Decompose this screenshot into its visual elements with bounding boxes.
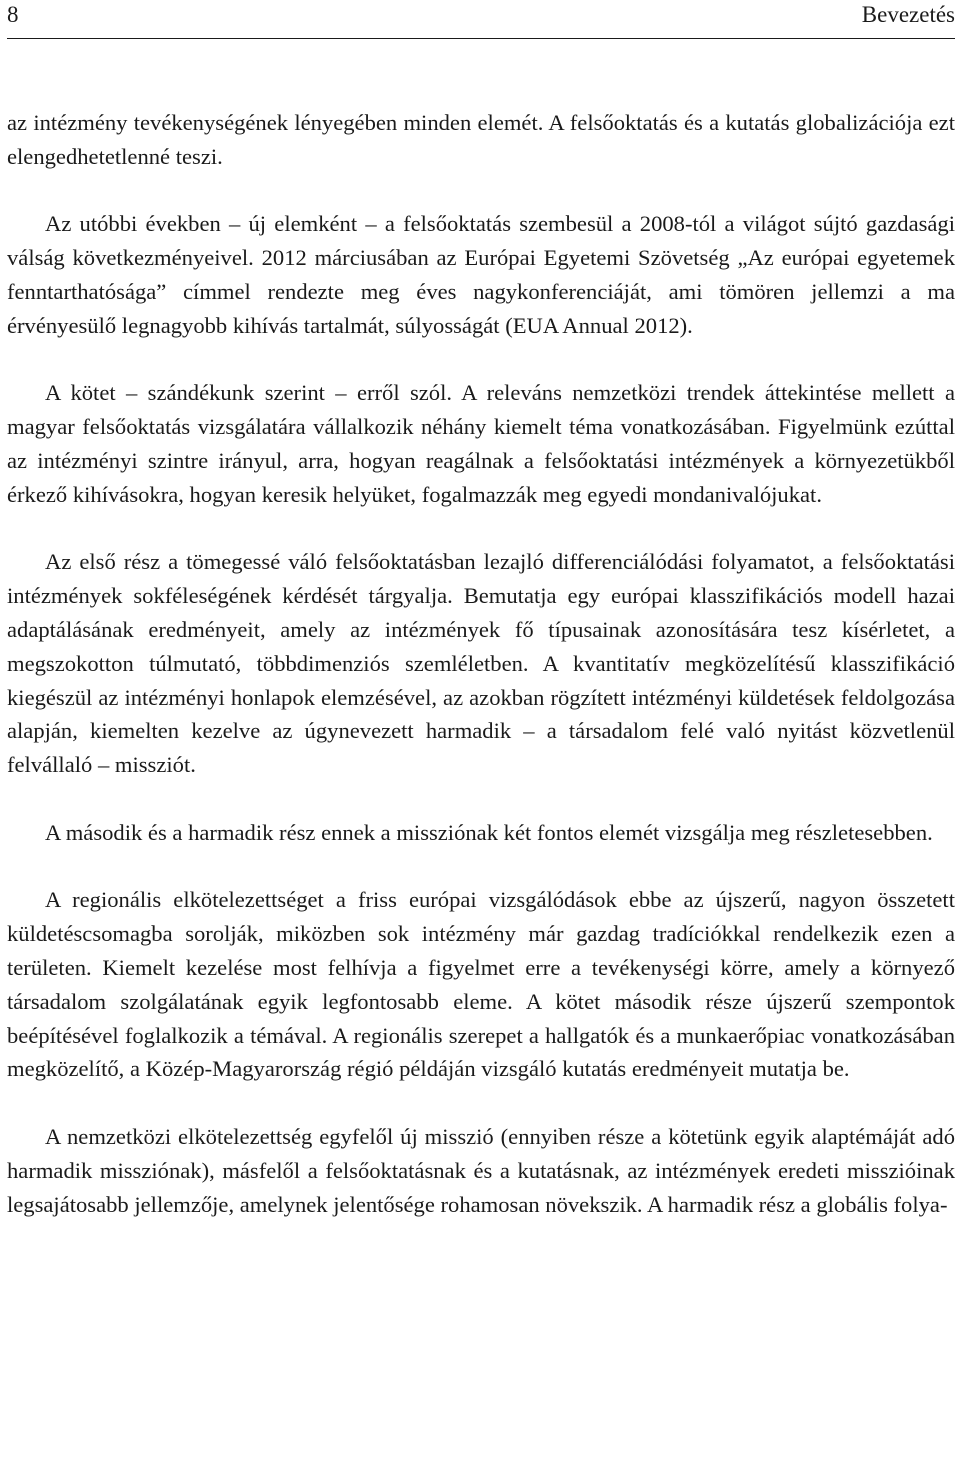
header-rule [7, 38, 955, 39]
paragraph: Az utóbbi években – új elemként – a felsőoktatás szembesül a 2008-tól a világot sújtó gazdasági válság következményeivel. 2012 márciusában az Európai Egyetemi Szövetség „Az európai egyetemek fenntarthatósága” címmel rendezte meg éves nagykonferenciáját, ami tömören jellemzi a ma érvényesülő legnagyobb kihívás tartalmát, súlyosságát (EUA Annual 2012). [7, 211, 955, 338]
running-header-title: Bevezetés [861, 2, 955, 27]
paragraph: A regionális elkötelezettséget a friss európai vizsgálódások ebbe az újszerű, nagyon összetett küldetéscsomagba sorolják, miközben sok intézmény már gazdag tradíciókkal rendelkezik ezen a területen. Kiemelt kezelése most felhívja a figyelmet erre a tevékenységi körre, amely a környező társadalom szolgálatának egyik legfontosabb eleme. A kötet második része újszerű szempontok beépítésével foglalkozik a témával. A regionális szerepet a hallgatók és a munkaerőpiac vonatkozásában megközelítő, a Közép-Magyarország régió példáján vizsgáló kutatás eredményeit mutatja be. [7, 887, 955, 1082]
paragraph: az intézmény tevékenységének lényegében minden elemét. A felsőoktatás és a kutatás globalizációja ezt elengedhetetlenné teszi. [7, 110, 955, 169]
paragraph: A kötet – szándékunk szerint – erről szól. A releváns nemzetközi trendek áttekintése mellett a magyar felsőoktatás vizsgálatára vállalkozik néhány kiemelt téma vonatkozásában. Figyelmünk ezúttal az intézményi szintre irányul, arra, hogyan reagálnak a felsőoktatási intézmények a környezetükből érkező kihívásokra, hogyan keresik helyüket, fogalmazzák meg egyedi mondanivalójukat. [7, 380, 955, 507]
running-header [7, 0, 955, 40]
paragraph: A nemzetközi elkötelezettség egyfelől új misszió (ennyiben része a kötetünk egyik alaptémáját adó harmadik missziónak), másfelől a felsőoktatásnak és a kutatásnak, az intézmények eredeti misszióinak legsajátosabb jellemzője, amelynek jelentősége rohamosan növekszik. A harmadik rész a globális folya- [7, 1123, 955, 1217]
page-number: 8 [7, 2, 19, 27]
body-text [7, 106, 955, 1221]
paragraph: Az első rész a tömegessé váló felsőoktatásban lezajló differenciálódási folyamatot, a felsőoktatási intézmények sokféleségének kérdését tárgyalja. Bemutatja egy európai klasszifikációs modell hazai adaptálásának eredményeit, amely az intézmények fő típusainak azonosítására tesz kísérletet, a megszokotton túlmutató, többdimenziós szemléletben. A kvantitatív megközelítésű klasszifikáció kiegészül az intézményi honlapok elemzésével, az azokban rögzített intézményi küldetések feldolgozása alapján, kiemelten kezelve az úgynevezett harmadik – a társadalom felé való nyitást közvetlenül felvállaló – missziót. [7, 549, 955, 778]
paragraph: A második és a harmadik rész ennek a missziónak két fontos elemét vizsgálja meg részletesebben. [45, 819, 933, 845]
book-page [7, 0, 955, 1217]
